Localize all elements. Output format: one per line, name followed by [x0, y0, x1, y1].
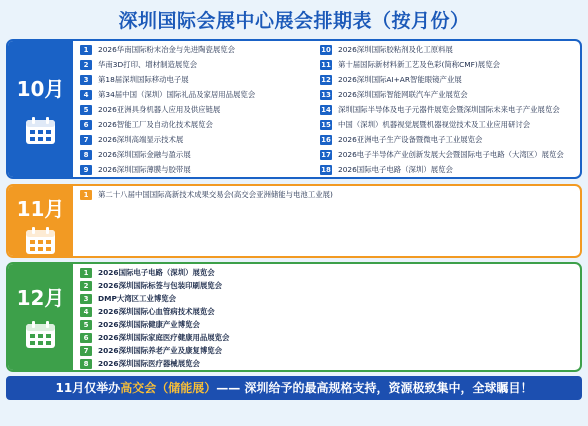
item-text: 2026亚洲具身机器人应用及供应链展	[98, 105, 221, 114]
item-number-badge: 4	[80, 90, 92, 100]
item-text: 第二十八届中国国际高新技术成果交易会(高交会亚洲储能与电池工业展)	[98, 190, 333, 199]
item-number-badge: 17	[321, 151, 331, 159]
november-month-label: 11月	[16, 197, 65, 221]
item-number-badge: 5	[80, 105, 92, 115]
item-text: 2026深圳国际标签与包装印刷展览会	[98, 281, 223, 290]
calendar-icon	[25, 117, 56, 145]
item-number-badge: 2	[80, 281, 92, 291]
list-item	[80, 134, 318, 146]
list-item	[80, 59, 318, 71]
item-text: 第34届中国（深圳）国际礼品及家居用品展览会	[98, 90, 256, 99]
item-text: 2026深圳国际健康产业博览会	[98, 320, 200, 329]
list-item	[80, 280, 380, 292]
item-number-badge: 10	[321, 46, 331, 54]
item-text: 中国（深圳）机器视觉展暨机器视觉技术及工业应用研讨会	[338, 120, 531, 129]
november-panel	[6, 184, 582, 258]
item-text: 2026深圳国际家庭医疗健康用品展览会	[98, 333, 230, 342]
item-text: 2026国际电子电路（深圳）展览会	[338, 165, 453, 174]
item-number-badge: 14	[321, 106, 331, 114]
item-number-badge: 8	[80, 150, 92, 160]
list-item	[320, 164, 578, 176]
item-text: 2026深圳国际薄膜与胶带展	[98, 165, 191, 174]
calendar-icon	[25, 321, 56, 349]
calendar-icon	[25, 227, 56, 255]
item-text: 华南3D打印、增材制造展览会	[98, 60, 198, 69]
list-item	[80, 306, 380, 318]
october-panel	[6, 39, 582, 179]
item-text: 2026深圳国际胶粘剂及化工原料展	[338, 45, 453, 54]
item-number-badge: 15	[321, 121, 331, 129]
december-month-label: 12月	[16, 286, 65, 310]
banner-prefix: 11月仅举办	[55, 381, 121, 395]
item-number-badge: 9	[80, 165, 92, 175]
list-item	[80, 345, 380, 357]
item-text: 2026深圳国际AI+AR智能眼镜产业展	[338, 75, 462, 84]
item-text: 第18届深圳国际移动电子展	[98, 75, 189, 84]
item-number-badge: 7	[80, 135, 92, 145]
item-number-badge: 1	[80, 190, 92, 200]
october-month-label: 10月	[16, 77, 65, 101]
list-item	[320, 74, 578, 86]
list-item	[80, 119, 318, 131]
list-item	[80, 44, 318, 56]
item-text: 2026华南国际粉末冶金与先进陶瓷展览会	[98, 45, 236, 54]
item-text: 2026深圳国际金融与盈示展	[98, 150, 191, 159]
list-item	[320, 119, 578, 131]
november-sidebar	[8, 186, 73, 256]
list-item	[80, 74, 318, 86]
list-item	[320, 89, 578, 101]
list-item	[80, 149, 318, 161]
banner-highlight: 高交会（储能展）	[120, 381, 217, 395]
item-text: 深圳国际半导体及电子元器件展览会暨深圳国际未来电子产业展览会	[338, 105, 560, 114]
list-item	[80, 89, 318, 101]
list-item	[80, 332, 380, 344]
item-number-badge: 11	[321, 61, 331, 69]
item-number-badge: 3	[80, 75, 92, 85]
item-number-badge: 18	[321, 166, 331, 174]
item-number-badge: 7	[80, 346, 92, 356]
item-number-badge: 2	[80, 60, 92, 70]
item-number-badge: 12	[321, 76, 331, 84]
list-item	[80, 358, 380, 370]
item-text: 2026深圳国际养老产业及康复博览会	[98, 346, 223, 355]
item-text: 2026深圳国际医疗器械展览会	[98, 359, 200, 368]
list-item	[80, 104, 318, 116]
item-text: 2026深圳高端显示技术展	[98, 135, 184, 144]
october-sidebar	[8, 41, 73, 177]
item-number-badge: 16	[321, 136, 331, 144]
item-text: 2026深圳国际心血管病技术展览会	[98, 307, 215, 316]
item-number-badge: 4	[80, 307, 92, 317]
banner-suffix: —— 深圳给予的最高规格支持，资源极致集中，全球瞩目！	[216, 381, 533, 395]
footer-banner	[6, 376, 582, 400]
list-item	[320, 134, 578, 146]
item-number-badge: 13	[321, 91, 331, 99]
item-number-badge: 1	[80, 268, 92, 278]
list-item	[320, 44, 578, 56]
item-text: 第十届国际新材料新工艺及色彩(简称CMF)展览会	[338, 60, 500, 69]
list-item	[320, 149, 578, 161]
list-item	[80, 267, 380, 279]
item-text: DMP大湾区工业博览会	[98, 294, 177, 303]
list-item	[80, 164, 318, 176]
december-sidebar	[8, 264, 73, 370]
list-item	[80, 319, 380, 331]
item-number-badge: 6	[80, 333, 92, 343]
item-text: 2026亚洲电子生产设备暨微电子工业展览会	[338, 135, 483, 144]
item-number-badge: 5	[80, 320, 92, 330]
item-text: 2026深圳国际智能网联汽车产业展览会	[338, 90, 468, 99]
item-text: 2026电子半导体产业创新发展大会暨国际电子电路（大湾区）展览会	[338, 150, 564, 159]
list-item	[80, 189, 570, 201]
december-panel	[6, 262, 582, 372]
item-number-badge: 6	[80, 120, 92, 130]
item-text: 2026国际电子电路（深圳）展览会	[98, 268, 215, 277]
list-item	[320, 59, 578, 71]
list-item	[320, 104, 578, 116]
item-number-badge: 1	[80, 45, 92, 55]
page-title: 深圳国际会展中心展会排期表（按月份）	[118, 10, 470, 32]
list-item	[80, 293, 380, 305]
item-text: 2026智能工厂及自动化技术展览会	[98, 120, 213, 129]
item-number-badge: 3	[80, 294, 92, 304]
item-number-badge: 8	[80, 359, 92, 369]
